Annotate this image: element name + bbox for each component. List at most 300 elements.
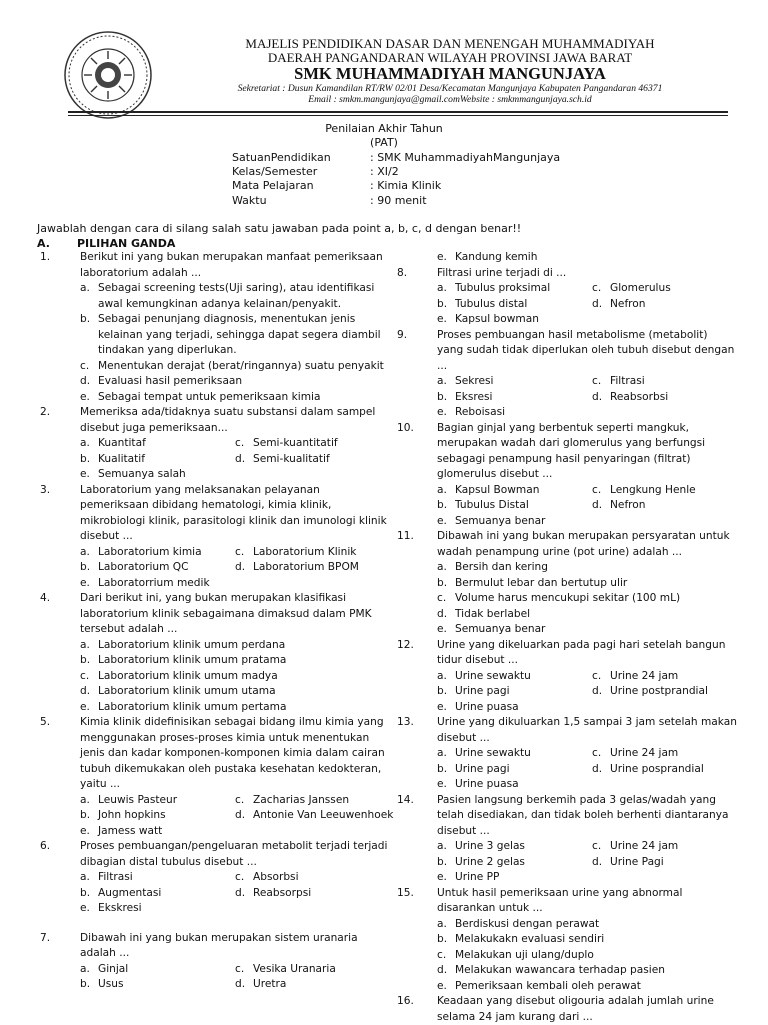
question-text: Untuk hasil pemeriksaan urine yang abnormal disarankan untuk ... xyxy=(437,886,683,914)
option-row xyxy=(437,669,737,685)
question-number: 14. xyxy=(397,793,414,806)
option xyxy=(592,483,696,499)
question xyxy=(40,931,390,993)
option-letter: d. xyxy=(235,978,246,990)
option-text: Urine 2 gelas xyxy=(455,855,525,868)
option xyxy=(235,808,393,824)
question-options xyxy=(437,483,737,530)
option-text: Laboratorium klinik umum pratama xyxy=(98,654,287,666)
option-letter: b. xyxy=(437,855,448,868)
question-options xyxy=(80,962,390,993)
option-letter: e. xyxy=(437,251,447,263)
option xyxy=(80,560,189,576)
option-text: Volume harus mencukupi sekitar (100 mL) xyxy=(455,592,681,604)
option-letter: b. xyxy=(80,313,91,325)
option-text: Usus xyxy=(98,978,124,990)
question-options xyxy=(80,793,394,840)
question-options xyxy=(437,839,737,886)
option-letter: e. xyxy=(80,824,90,837)
option-text: Semi-kualitatif xyxy=(253,452,330,465)
option-text: John hopkins xyxy=(98,809,166,821)
option xyxy=(80,312,390,359)
option-row xyxy=(80,962,390,978)
option-row xyxy=(80,870,390,886)
header-region: DAERAH PANGANDARAN WILAYAH PROVINSI JAWA BARAT xyxy=(267,50,633,65)
question-options xyxy=(80,436,390,483)
option-letter: e. xyxy=(80,468,90,480)
option-letter: e. xyxy=(437,700,447,713)
option-letter: b. xyxy=(437,685,448,697)
option-text: Uretra xyxy=(253,978,287,990)
question-options xyxy=(437,374,737,421)
option-text: Tubulus distal xyxy=(455,297,528,310)
option xyxy=(592,374,645,390)
question-text: Dari berikut ini, yang bukan merupakan klasifikasi laboratorium klinik sebagaimana dimaksud dalam PMK tersebut adalah ... xyxy=(80,592,372,635)
option-letter: d. xyxy=(437,964,448,976)
option-text: Jamess watt xyxy=(98,824,163,837)
option xyxy=(437,870,737,886)
option xyxy=(80,467,390,483)
option-text: Vesika Uranaria xyxy=(253,962,336,975)
option-letter: c. xyxy=(592,669,602,682)
option-row xyxy=(437,762,737,778)
option xyxy=(437,607,737,623)
option-letter: d. xyxy=(592,390,603,403)
option-text: Kapsul bowman xyxy=(455,313,539,325)
question-text: Dibawah ini yang bukan merupakan persyaratan untuk wadah penampung urine (pot urine) adalah ... xyxy=(437,530,730,558)
question-options xyxy=(437,281,737,328)
question-options xyxy=(437,746,737,793)
question xyxy=(397,529,737,638)
option-letter: e. xyxy=(437,514,447,527)
option xyxy=(437,684,510,700)
option xyxy=(592,762,704,778)
option-text: Laboratorrium medik xyxy=(98,576,210,589)
option xyxy=(437,514,737,530)
option xyxy=(437,312,737,328)
option-letter: d. xyxy=(235,452,246,465)
option-row xyxy=(437,839,737,855)
question-text: Urine yang dikeluarkan pada pagi hari setelah bangun tidur disebut ... xyxy=(437,638,726,666)
option-text: Sekresi xyxy=(455,375,494,387)
option-letter: c. xyxy=(592,840,602,852)
option xyxy=(437,622,737,638)
option-letter: a. xyxy=(437,375,447,387)
option-text: Nefron xyxy=(610,499,646,511)
option-row xyxy=(80,545,390,561)
option-text: Ginjal xyxy=(98,962,129,975)
question xyxy=(40,405,390,483)
option-text: Urine PP xyxy=(455,871,500,883)
question-text: Memeriksa ada/tidaknya suatu substansi dalam sampel disebut juga pemeriksaan... xyxy=(80,406,376,434)
option xyxy=(437,932,737,948)
option-text: Laboratorium klinik umum pertama xyxy=(98,700,287,713)
option xyxy=(235,560,359,576)
info-value: : SMK MuhammadiyahMangunjaya xyxy=(370,151,561,164)
option xyxy=(80,359,390,375)
option-text: Laboratorium Klinik xyxy=(253,545,357,558)
option-row xyxy=(437,855,737,871)
question-number: 6. xyxy=(40,840,51,852)
question-number: 7. xyxy=(40,931,51,944)
option-text: Urine Pagi xyxy=(610,855,664,868)
option xyxy=(80,452,145,468)
option-letter: e. xyxy=(437,623,447,635)
option xyxy=(592,855,664,871)
option xyxy=(80,901,390,917)
question-text: Laboratorium yang melaksanakan pelayanan pemeriksaan dibidang hematologi, kimia klinik, mikrobiologi klinik, parasitologi klinik dan imunologi klinik disebut ... xyxy=(80,483,387,542)
question xyxy=(40,839,390,917)
question-text: Dibawah ini yang bukan merupakan sistem uranaria adalah ... xyxy=(80,931,358,959)
question-text: Bagian ginjal yang berbentuk seperti mangkuk, merupakan wadah dari glomerulus yang berfungsi sebagagi penampung hasil penyaringan (filtrat) glomerulus disebut ... xyxy=(437,421,706,480)
option-text: Bersih dan kering xyxy=(455,561,548,573)
info-label: SatuanPendidikan xyxy=(232,151,331,164)
option-row xyxy=(437,374,737,390)
option-text: Lengkung Henle xyxy=(610,483,696,496)
header-divider xyxy=(68,111,728,113)
option xyxy=(80,684,390,700)
option xyxy=(592,746,678,762)
question xyxy=(397,793,737,886)
option-row xyxy=(437,297,737,313)
option-text: Augmentasi xyxy=(98,886,162,899)
question-number: 4. xyxy=(40,592,51,604)
option xyxy=(80,669,390,685)
option xyxy=(235,452,330,468)
question-text: Berikut ini yang bukan merupakan manfaat pemeriksaan laboratorium adalah ... xyxy=(80,251,383,279)
option-text: Kuantitaf xyxy=(98,437,146,449)
questions-left-column xyxy=(40,250,394,993)
option-letter: d. xyxy=(437,607,448,620)
question xyxy=(397,421,737,530)
option-text: Semuanya benar xyxy=(455,514,546,527)
option xyxy=(592,684,708,700)
option-letter: d. xyxy=(235,886,246,899)
option-letter: c. xyxy=(437,948,447,961)
option-text: Laboratorium klinik umum perdana xyxy=(98,638,286,651)
option-row xyxy=(437,281,737,297)
option-letter: a. xyxy=(80,871,90,883)
option xyxy=(437,483,539,499)
option-letter: b. xyxy=(80,561,91,573)
option-text: Urine 3 gelas xyxy=(455,840,525,852)
option-text: Sebagai penunjang diagnosis, menentukan jenis kelainan yang terjadi, sehingga dapat segera diambil tindakan yang diperlukan. xyxy=(98,313,381,356)
option xyxy=(437,576,737,592)
exam-subtitle: (PAT) xyxy=(370,136,398,149)
option-text: Urine 24 jam xyxy=(610,747,679,759)
option-text: Urine posprandial xyxy=(610,762,704,775)
option xyxy=(437,948,737,964)
option-letter: c. xyxy=(235,437,245,449)
option-row xyxy=(80,452,390,468)
option-letter: e. xyxy=(80,902,90,914)
option-letter: c. xyxy=(80,359,90,372)
option-letter: b. xyxy=(437,499,448,511)
question-text: Urine yang dikuluarkan 1,5 sampai 3 jam setelah makan disebut ... xyxy=(437,716,737,744)
option-text: Glomerulus xyxy=(610,282,671,294)
option-letter: c. xyxy=(235,793,245,806)
option-text: Filtrasi xyxy=(98,871,133,883)
option xyxy=(235,793,349,809)
option-text: Berdiskusi dengan perawat xyxy=(455,917,600,930)
option-text: Nefron xyxy=(610,297,646,310)
option-letter: b. xyxy=(437,933,448,945)
option xyxy=(437,700,737,716)
question-number: 5. xyxy=(40,716,51,728)
info-value: : Kimia Klinik xyxy=(370,179,442,193)
option-letter: b. xyxy=(437,297,448,310)
option-row xyxy=(437,390,737,406)
option-letter: d. xyxy=(592,297,603,310)
option-letter: c. xyxy=(235,545,245,558)
option xyxy=(80,638,390,654)
option-letter: d. xyxy=(592,499,603,511)
option-letter: a. xyxy=(437,917,447,930)
option xyxy=(437,762,510,778)
info-label: Mata Pelajaran xyxy=(232,179,314,193)
info-label: Waktu xyxy=(232,193,267,207)
question-number: 13. xyxy=(397,716,414,728)
option-letter: e. xyxy=(437,979,447,992)
question xyxy=(397,886,737,995)
option-row xyxy=(437,498,737,514)
option-letter: e. xyxy=(437,406,447,418)
question-number: 3. xyxy=(40,483,51,496)
option xyxy=(80,390,390,406)
option-text: Laboratorium BPOM xyxy=(253,561,359,573)
option xyxy=(80,436,146,452)
option-letter: b. xyxy=(80,978,91,990)
option-letter: c. xyxy=(235,962,245,975)
option-text: Urine postprandial xyxy=(610,685,708,697)
option-text: Sebagai screening tests(Uji saring), atau identifikasi awal kemungkinan adanya kelainan/penyakit. xyxy=(98,282,375,310)
option-text: Laboratorium klinik umum madya xyxy=(98,669,278,682)
option-text: Laboratorium QC xyxy=(98,561,189,573)
option-letter: d. xyxy=(80,375,91,387)
option-letter: a. xyxy=(437,282,447,294)
question-options xyxy=(80,545,390,592)
question xyxy=(397,715,737,793)
option-letter: b. xyxy=(80,809,91,821)
option xyxy=(80,870,133,886)
option-text: Semi-kuantitatif xyxy=(253,437,338,449)
section-letter: A. xyxy=(37,237,50,250)
option-row xyxy=(437,483,737,499)
question-options xyxy=(437,917,737,995)
question-text: Keadaan yang disebut oligouria adalah jumlah urine selama 24 jam kurang dari ... xyxy=(437,995,714,1023)
option-letter: a. xyxy=(80,962,90,975)
option-letter: a. xyxy=(80,638,90,651)
option xyxy=(592,390,668,406)
option-letter: d. xyxy=(592,855,603,868)
option xyxy=(80,545,202,561)
option-letter: b. xyxy=(437,390,448,403)
option-text: Leuwis Pasteur xyxy=(98,793,178,806)
question xyxy=(397,638,737,716)
option-text: Filtrasi xyxy=(610,375,645,387)
option-letter: d. xyxy=(592,685,603,697)
option xyxy=(437,591,737,607)
question-number: 16. xyxy=(397,995,414,1007)
option-letter: e. xyxy=(437,778,447,790)
header-address: Sekretariat : Dusun Kamandilan RT/RW 02/01 Desa/Kecamatan Mangunjaya Kabupaten Pangandaran 46371 xyxy=(237,83,663,94)
option-letter: b. xyxy=(437,762,448,775)
question-options xyxy=(80,281,390,405)
option-letter: a. xyxy=(437,561,447,573)
option xyxy=(437,777,737,793)
question-options xyxy=(80,638,390,716)
info-label: Kelas/Semester xyxy=(232,165,318,179)
option xyxy=(592,669,678,685)
info-value: : XI/2 xyxy=(370,165,399,179)
option-letter: a. xyxy=(437,747,447,759)
option-letter: c. xyxy=(437,592,447,604)
section-heading xyxy=(37,237,175,250)
info-value: : 90 menit xyxy=(370,193,427,207)
option xyxy=(437,374,493,390)
question-options xyxy=(80,870,390,917)
question xyxy=(40,591,390,715)
header-organization: MAJELIS PENDIDIKAN DASAR DAN MENENGAH MUHAMMADIYAH xyxy=(245,36,655,51)
option xyxy=(80,576,390,592)
option xyxy=(437,963,737,979)
option-letter: d. xyxy=(235,561,246,573)
option-text: Zacharias Janssen xyxy=(253,793,350,806)
option xyxy=(235,436,338,452)
question-number: 2. xyxy=(40,406,51,418)
option-row xyxy=(80,886,390,902)
option xyxy=(80,962,128,978)
option-text: Kualitatif xyxy=(98,452,145,465)
option-letter: a. xyxy=(80,437,90,449)
option xyxy=(437,746,531,762)
question-number: 1. xyxy=(40,251,51,263)
option-letter: d. xyxy=(592,762,603,775)
option-text: Urine pagi xyxy=(455,762,510,775)
instruction: Jawablah dengan cara di silang salah satu jawaban pada point a, b, c, d dengan benar!! xyxy=(37,222,522,235)
option-letter: e. xyxy=(80,390,90,403)
option-text: Ekskresi xyxy=(98,902,142,914)
option-text: Kapsul Bowman xyxy=(455,483,540,496)
option xyxy=(80,977,124,993)
header-divider-thin xyxy=(68,115,728,116)
option xyxy=(592,297,646,313)
option xyxy=(437,979,737,995)
option-row xyxy=(80,977,390,993)
option-text: Tubulus Distal xyxy=(455,499,529,511)
option-letter: e. xyxy=(80,700,90,713)
exam-title-block xyxy=(0,122,768,150)
option-text: Absorbsi xyxy=(253,871,299,883)
option-letter: e. xyxy=(437,871,447,883)
question-options xyxy=(437,560,737,638)
option-text: Tubulus proksimal xyxy=(455,282,551,294)
exam-title: Penilaian Akhir Tahun xyxy=(325,122,443,135)
option-text: Melakukan uji ulang/duplo xyxy=(455,948,594,961)
question-text: Kimia klinik didefinisikan sebagai bidang ilmu kimia yang menggunakan proses-proses kimia untuk menentukan jenis dan kadar komponen-komponen kimia dalam cairan tubuh dikemukakan oleh pustaka kesehatan kedokteran, yaitu ... xyxy=(80,716,385,790)
option xyxy=(437,917,737,933)
option-text: Bermulut lebar dan bertutup ulir xyxy=(455,576,628,589)
option-letter: e. xyxy=(437,313,447,325)
question-text: Pasien langsung berkemih pada 3 gelas/wadah yang telah disediakan, dan tidak boleh berhenti diantaranya disebut ... xyxy=(437,793,729,837)
option-text: Antonie Van Leeuwenhoek xyxy=(253,809,394,821)
option-letter: a. xyxy=(80,282,90,294)
option xyxy=(437,405,737,421)
option xyxy=(437,669,531,685)
option-text: Semuanya benar xyxy=(455,623,546,635)
option xyxy=(235,545,356,561)
option-letter: c. xyxy=(592,282,602,294)
option-text: Urine puasa xyxy=(455,700,519,713)
option-letter: d. xyxy=(80,685,91,697)
option-text: Semuanya salah xyxy=(98,468,186,480)
option xyxy=(235,977,286,993)
option xyxy=(235,870,299,886)
question xyxy=(397,994,737,1025)
option-text: Reabsorpsi xyxy=(253,886,312,899)
option xyxy=(235,962,336,978)
option-letter: b. xyxy=(80,452,91,465)
question-continuation xyxy=(397,250,737,266)
question-number: 9. xyxy=(397,328,408,341)
option-text: Urine sewaktu xyxy=(455,669,531,682)
option-text: Urine 24 jam xyxy=(610,840,679,852)
option-letter: e. xyxy=(80,576,90,589)
option xyxy=(235,886,311,902)
option-letter: b. xyxy=(80,654,91,666)
header-contact: Email : smkm.mangunjaya@gmail.comWebsite : smkmmangunjaya.sch.id xyxy=(308,94,592,105)
question-text: Proses pembuangan hasil metabolisme (metabolit) yang sudah tidak diperlukan oleh tubuh disebut dengan ... xyxy=(437,328,735,372)
option xyxy=(437,839,525,855)
question-options xyxy=(437,669,737,716)
option-text: Reabsorbsi xyxy=(610,390,669,403)
option xyxy=(437,250,737,266)
option-letter: b. xyxy=(80,886,91,899)
option xyxy=(592,281,671,297)
option-letter: b. xyxy=(437,576,448,589)
option-row xyxy=(80,808,394,824)
option xyxy=(437,560,737,576)
question-number: 8. xyxy=(397,266,408,279)
option xyxy=(437,498,529,514)
questions-right-column xyxy=(397,250,737,1025)
option-letter: d. xyxy=(235,809,246,821)
option-text: Melakukan wawancara terhadap pasien xyxy=(455,964,665,976)
school-logo xyxy=(62,29,154,121)
question-number: 10. xyxy=(397,421,414,434)
option xyxy=(80,886,161,902)
option xyxy=(437,390,492,406)
option-letter: a. xyxy=(437,483,447,496)
question-number: 11. xyxy=(397,530,414,542)
option xyxy=(437,281,550,297)
option-row xyxy=(437,684,737,700)
option-text: Urine 24 jam xyxy=(610,669,679,682)
option xyxy=(80,824,390,840)
option xyxy=(80,700,390,716)
option-text: Menentukan derajat (berat/ringannya) suatu penyakit xyxy=(98,359,384,372)
option xyxy=(592,839,678,855)
question-options xyxy=(437,250,737,266)
option-text: Eksresi xyxy=(455,390,493,403)
option-text: Sebagai tempat untuk pemeriksaan kimia xyxy=(98,390,321,403)
section-title: PILIHAN GANDA xyxy=(77,237,176,250)
letterhead xyxy=(0,0,768,115)
option-letter: c. xyxy=(235,871,245,883)
option-row xyxy=(80,560,390,576)
option xyxy=(80,808,166,824)
question-number: 12. xyxy=(397,638,414,651)
